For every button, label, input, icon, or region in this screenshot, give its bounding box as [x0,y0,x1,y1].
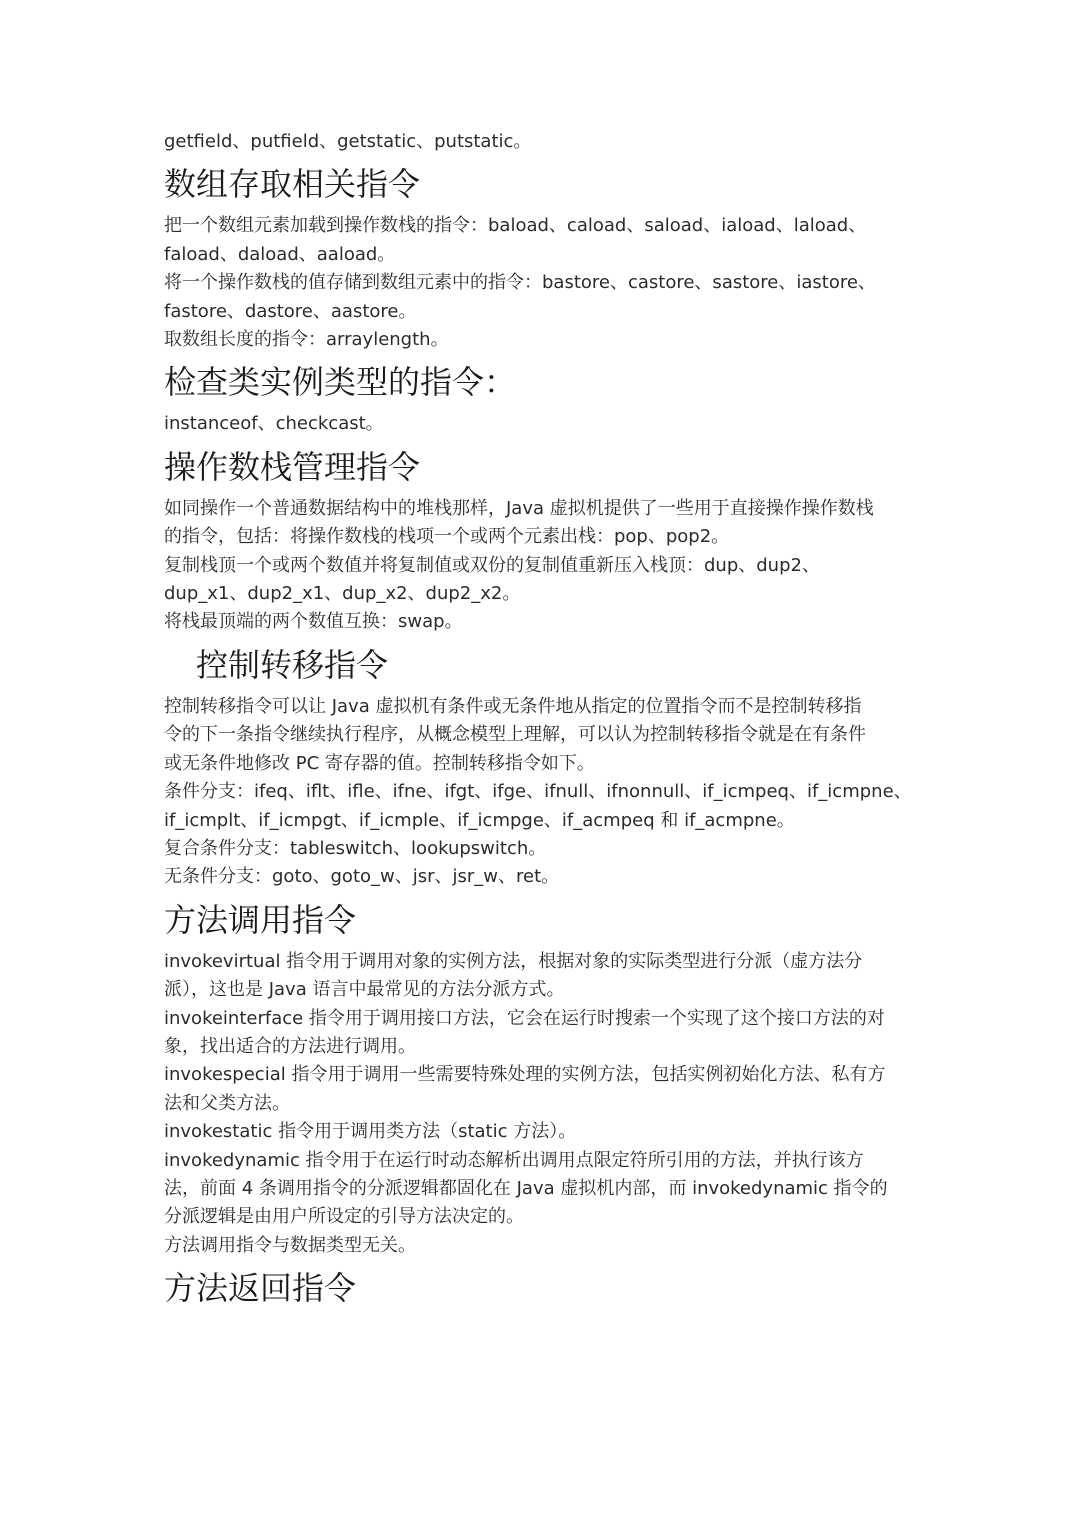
document-page [164,128,924,1316]
paragraph-line: 条件分支：ifeq、iflt、ifle、ifne、ifgt、ifge、ifnull、ifnonnull、if_icmpeq、if_icmpne、 [164,781,912,803]
control-transfer-body [164,693,924,892]
paragraph-line: 复合条件分支：tableswitch、lookupswitch。 [164,837,547,859]
paragraph-line: 或无条件地修改 PC 寄存器的值。控制转移指令如下。 [164,752,595,774]
heading-method-invoke: 方法调用指令 [164,900,357,939]
paragraph-line: 将栈最顶端的两个数值互换：swap。 [164,611,463,633]
paragraph-line: invokestatic 指令用于调用类方法（static 方法）。 [164,1121,577,1143]
paragraph-line: invokeinterface 指令用于调用接口方法，它会在运行时搜索一个实现了这个接口方法的对 [164,1007,885,1029]
paragraph-line: 令的下一条指令继续执行程序，从概念模型上理解，可以认为控制转移指令就是在有条件 [164,724,866,746]
array-access-body [164,212,924,354]
paragraph-line: 把一个数组元素加载到操作数栈的指令：baload、caload、saload、iaload、laload、 [164,215,867,237]
paragraph-line: 如同操作一个普通数据结构中的堆栈那样，Java 虚拟机提供了一些用于直接操作操作数栈 [164,497,874,519]
paragraph-line: 方法调用指令与数据类型无关。 [164,1234,416,1256]
paragraph-line: 复制栈顶一个或两个数值并将复制值或双份的复制值重新压入栈顶：dup、dup2、 [164,554,820,576]
paragraph-line: 法，前面 4 条调用指令的分派逻辑都固化在 Java 虚拟机内部，而 invokedynamic 指令的 [164,1177,888,1199]
paragraph-line: 控制转移指令可以让 Java 虚拟机有条件或无条件地从指定的位置指令而不是控制转移指 [164,695,862,717]
heading-operand-stack: 操作数栈管理指令 [164,447,421,486]
paragraph-line: 象，找出适合的方法进行调用。 [164,1035,416,1057]
paragraph-line: fastore、dastore、aastore。 [164,300,417,322]
paragraph-line: invokevirtual 指令用于调用对象的实例方法，根据对象的实际类型进行分派（虚方法分 [164,950,863,972]
paragraph-line: invokedynamic 指令用于在运行时动态解析出调用点限定符所引用的方法，并执行该方 [164,1149,864,1171]
paragraph-line: 无条件分支：goto、goto_w、jsr、jsr_w、ret。 [164,866,560,888]
paragraph-line: invokespecial 指令用于调用一些需要特殊处理的实例方法，包括实例初始化方法、私有方 [164,1064,886,1086]
paragraph-line: instanceof、checkcast。 [164,413,384,435]
heading-array-access: 数组存取相关指令 [164,165,421,204]
paragraph-line: 取数组长度的指令：arraylength。 [164,329,449,351]
type-check-body [164,410,924,438]
paragraph-line: if_icmplt、if_icmpgt、if_icmple、if_icmpge、if_acmpeq 和 if_acmpne。 [164,809,795,831]
paragraph-line: 法和父类方法。 [164,1092,290,1114]
heading-control-transfer: 控制转移指令 [196,645,389,684]
paragraph-line: dup_x1、dup2_x1、dup_x2、dup2_x2。 [164,583,521,605]
paragraph-line: 的指令，包括：将操作数栈的栈项一个或两个元素出栈：pop、pop2。 [164,526,730,548]
paragraph-line: 派），这也是 Java 语言中最常见的方法分派方式。 [164,979,565,1001]
heading-type-check: 检查类实例类型的指令： [164,363,517,402]
paragraph-line: 将一个操作数栈的值存储到数组元素中的指令：bastore、castore、sastore、iastore、 [164,272,876,294]
paragraph-line: 分派逻辑是由用户所设定的引导方法决定的。 [164,1206,524,1228]
paragraph-line: faload、daload、aaload。 [164,243,396,265]
operand-stack-body [164,495,924,637]
method-invoke-body [164,948,924,1260]
intro-line: getfield、putfield、getstatic、putstatic。 [164,131,532,152]
heading-method-return: 方法返回指令 [164,1269,357,1308]
